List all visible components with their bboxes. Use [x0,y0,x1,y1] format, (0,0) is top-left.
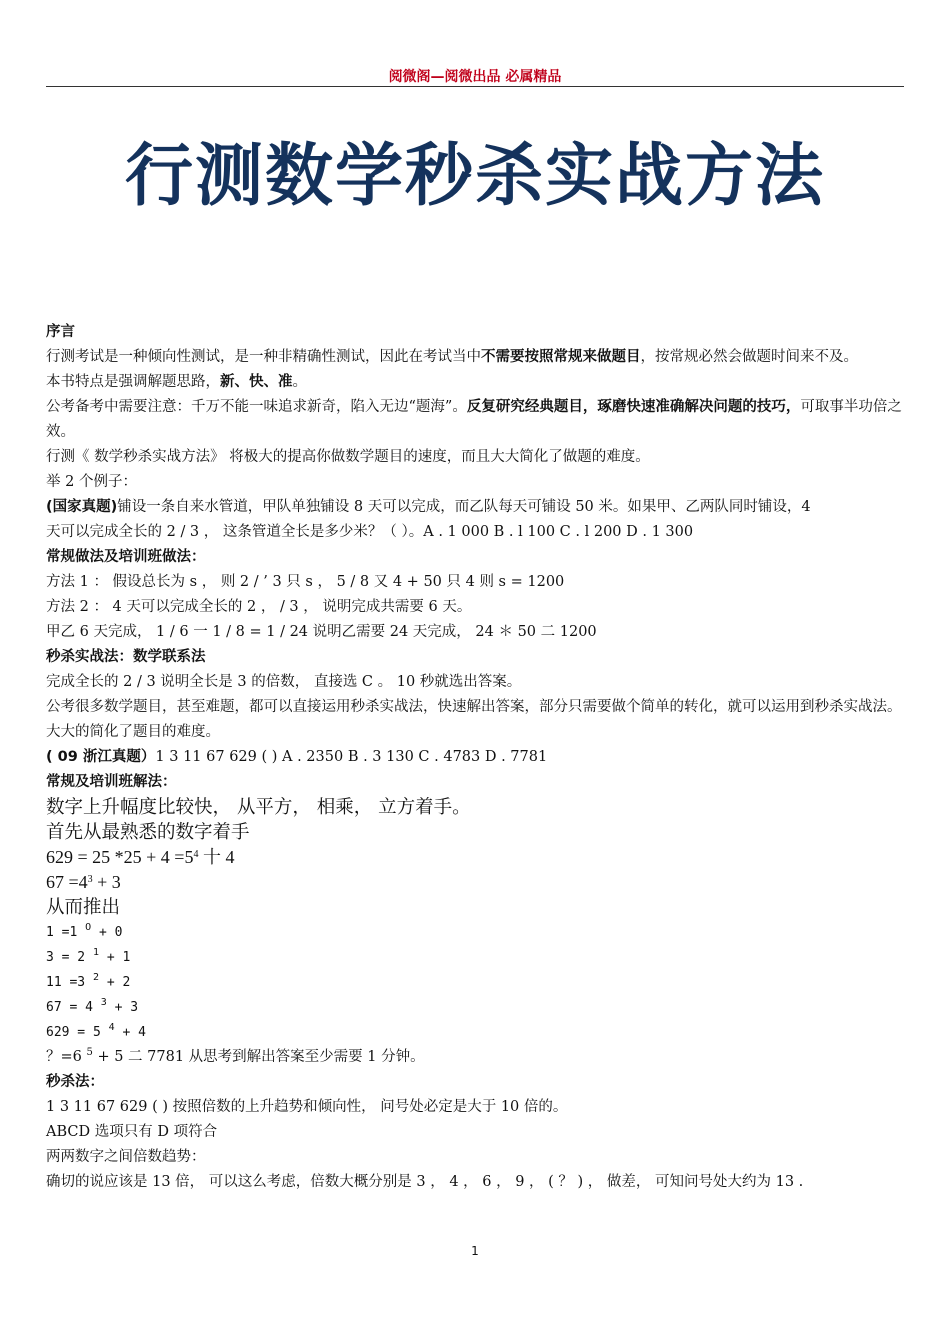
document-title: 行测数学秒杀实战方法 [124,137,825,216]
equation-line: 67 = 4 $^3$ + 3 [46,997,139,1015]
document-body [46,320,908,1195]
emphasis: 反复研究经典题目，琢磨快速准确解决问题的技巧， [466,399,801,415]
equation-line: ？=6 $^5$ + 5 二 7781 从思考到解出答案至少需要 1 分钟。 [46,1047,425,1065]
method-line: 方法 2 ： 4 天可以完成全长的 2 ， / 3 ， 说明完成共需要 6 天。 [46,599,472,615]
emphasis: 不需要按照常规来做题目 [481,349,641,365]
paragraph: 行测考试是一种倾向性测试，是一种非精确性测试，因此在考试当中不需要按照常规来做题目，按常规必然会做题时间来不及。 [46,349,858,365]
page-header: 阅微阁—阅微出品 必属精品 [388,69,562,85]
equation-line: $67 =4^3 + 3$ [46,872,121,892]
method-line: 两两数字之间倍数趋势： [46,1149,206,1165]
paragraph: 行测《 数学秒杀实战方法》 将极大的提高你做数学题目的速度，而且大大简化了做题的难度。 [46,449,650,465]
paragraph: 公考备考中需要注意：千万不能一味追求新奇，陷入无边“题海”。反复研究经典题目，琢磨快速准确解决问题的技巧，可取事半功倍之效。 [46,399,902,440]
method-line: 完成全长的 2 / 3 说明全长是 3 的倍数， 直接选 C 。 10 秒就选出答案。 [46,674,522,690]
method-line: 甲乙 6 天完成， 1 / 6 一 1 / 8 = 1 / 24 说明乙需要 24 天完成， 24 ＊ 50 二 1200 [46,624,597,640]
section-heading: 常规做法及培训班做法： [46,549,206,565]
question-tag: (国家真题) [46,499,118,515]
method-line: 确切的说应该是 13 倍， 可以这么考虑，倍数大概分别是 3 ， 4 ， 6 ， 9 ， ( ？ ) ， 做差， 可知问号处大约为 13 . [46,1174,804,1190]
method-line: 方法 1 ： 假设总长为 s ， 则 2 / ’ 3 只 s ， 5 / 8 又 4 + 50 只 4 则 s = 1200 [46,574,565,590]
method-line: 1 3 11 67 629 ( ) 按照倍数的上升趋势和倾向性， 问号处必定是大于 10 倍的。 [46,1099,568,1115]
method-line: ABCD 选项只有 D 项符合 [46,1124,218,1140]
equation-line: 11 =3 $^2$ + 2 [46,972,131,990]
header-rule [46,86,904,87]
emphasis: 新、快、准 [220,374,293,390]
paragraph: 本书特点是强调解题思路，新、快、准。 [46,374,307,390]
section-heading: 常规及培训班解法： [46,774,177,790]
page-number: 1 [471,1244,479,1258]
equation-line: 629 = 25 $*25 + 4 =5^4$ 十 4 [46,847,235,867]
equation-line: 1 =1 $^O$ + 0 [46,922,123,940]
solution-line: 数字上升幅度比较快， 从平方， 相乘， 立方着手。 [46,797,471,818]
example-question-cont: 天可以完成全长的 2 / 3 ， 这条管道全长是多少米？（ ）。A . 1 000 B . l 100 C . l 200 D . 1 300 [46,524,694,540]
solution-line: 从而推出 [46,897,121,918]
paragraph: 公考很多数学题目，甚至难题，都可以直接运用秒杀实战法，快速解出答案，部分只需要做个简单的转化，就可以运用到秒杀实战法。大大的简化了题目的难度。 [46,699,902,740]
preface-heading: 序言 [46,324,75,340]
equation-line: 629 = 5 $^4$ + 4 [46,1022,146,1040]
example-question: (国家真题)铺设一条自来水管道，甲队单独铺设 8 天可以完成，而乙队每天可铺设 50 米。如果甲、乙两队同时铺设，4 [46,499,811,515]
example-question: ( 09 浙江真题）1 3 11 67 629 ( ) A . 2350 B . 3 130 C . 4783 D . 7781 [46,749,548,765]
solution-line: 首先从最熟悉的数字着手 [46,822,250,843]
section-heading: 秒杀实战法：数学联系法 [46,649,206,665]
section-heading: 秒杀法： [46,1074,104,1090]
question-tag: ( 09 浙江真题） [46,749,156,765]
equation-line: 3 = 2 $^1$ + 1 [46,947,131,965]
paragraph: 举 2 个例子： [46,474,137,490]
